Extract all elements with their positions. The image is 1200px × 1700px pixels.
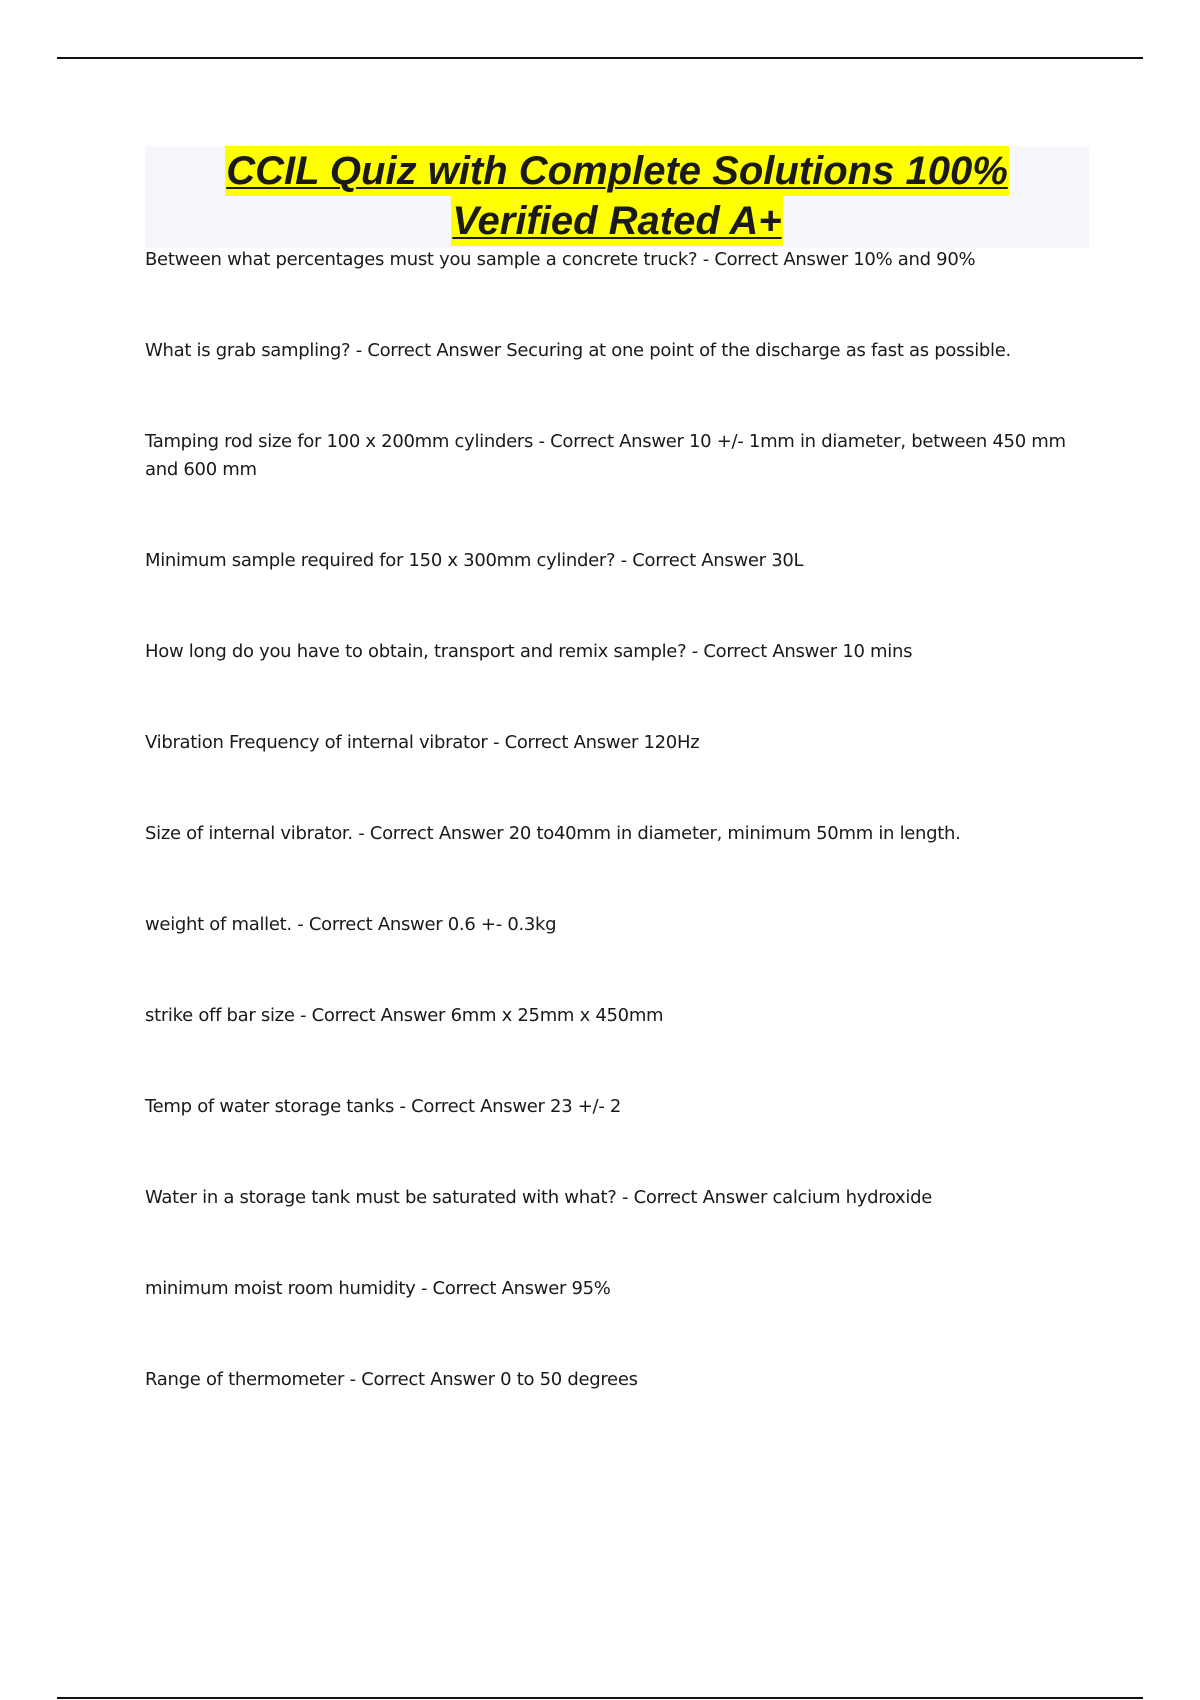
qa-item: What is grab sampling? - Correct Answer Securing at one point of the discharge as fast as possible. <box>145 340 1011 361</box>
qa-item: How long do you have to obtain, transport and remix sample? - Correct Answer 10 mins <box>145 641 913 662</box>
qa-item: Minimum sample required for 150 x 300mm cylinder? - Correct Answer 30L <box>145 550 804 571</box>
qa-item: Between what percentages must you sample a concrete truck? - Correct Answer 10% and 90% <box>145 249 976 270</box>
title-line-2: Verified Rated A+ <box>451 196 782 246</box>
qa-item: Temp of water storage tanks - Correct Answer 23 +/- 2 <box>145 1096 622 1117</box>
qa-item: Vibration Frequency of internal vibrator - Correct Answer 120Hz <box>145 732 700 753</box>
top-rule <box>57 57 1143 59</box>
qa-item: Tamping rod size for 100 x 200mm cylinders - Correct Answer 10 +/- 1mm in diameter, between 450 mm and 600 mm <box>145 431 1066 480</box>
qa-item: strike off bar size - Correct Answer 6mm x 25mm x 450mm <box>145 1005 664 1026</box>
qa-item: minimum moist room humidity - Correct Answer 95% <box>145 1278 611 1299</box>
bottom-rule <box>57 1697 1143 1699</box>
qa-item: weight of mallet. - Correct Answer 0.6 +- 0.3kg <box>145 914 557 935</box>
title-line-1: CCIL Quiz with Complete Solutions 100% <box>225 146 1009 196</box>
title-block <box>145 146 1089 248</box>
qa-item: Size of internal vibrator. - Correct Answer 20 to40mm in diameter, minimum 50mm in length. <box>145 823 961 844</box>
qa-item: Range of thermometer - Correct Answer 0 to 50 degrees <box>145 1369 638 1390</box>
qa-item: Water in a storage tank must be saturated with what? - Correct Answer calcium hydroxide <box>145 1187 933 1208</box>
